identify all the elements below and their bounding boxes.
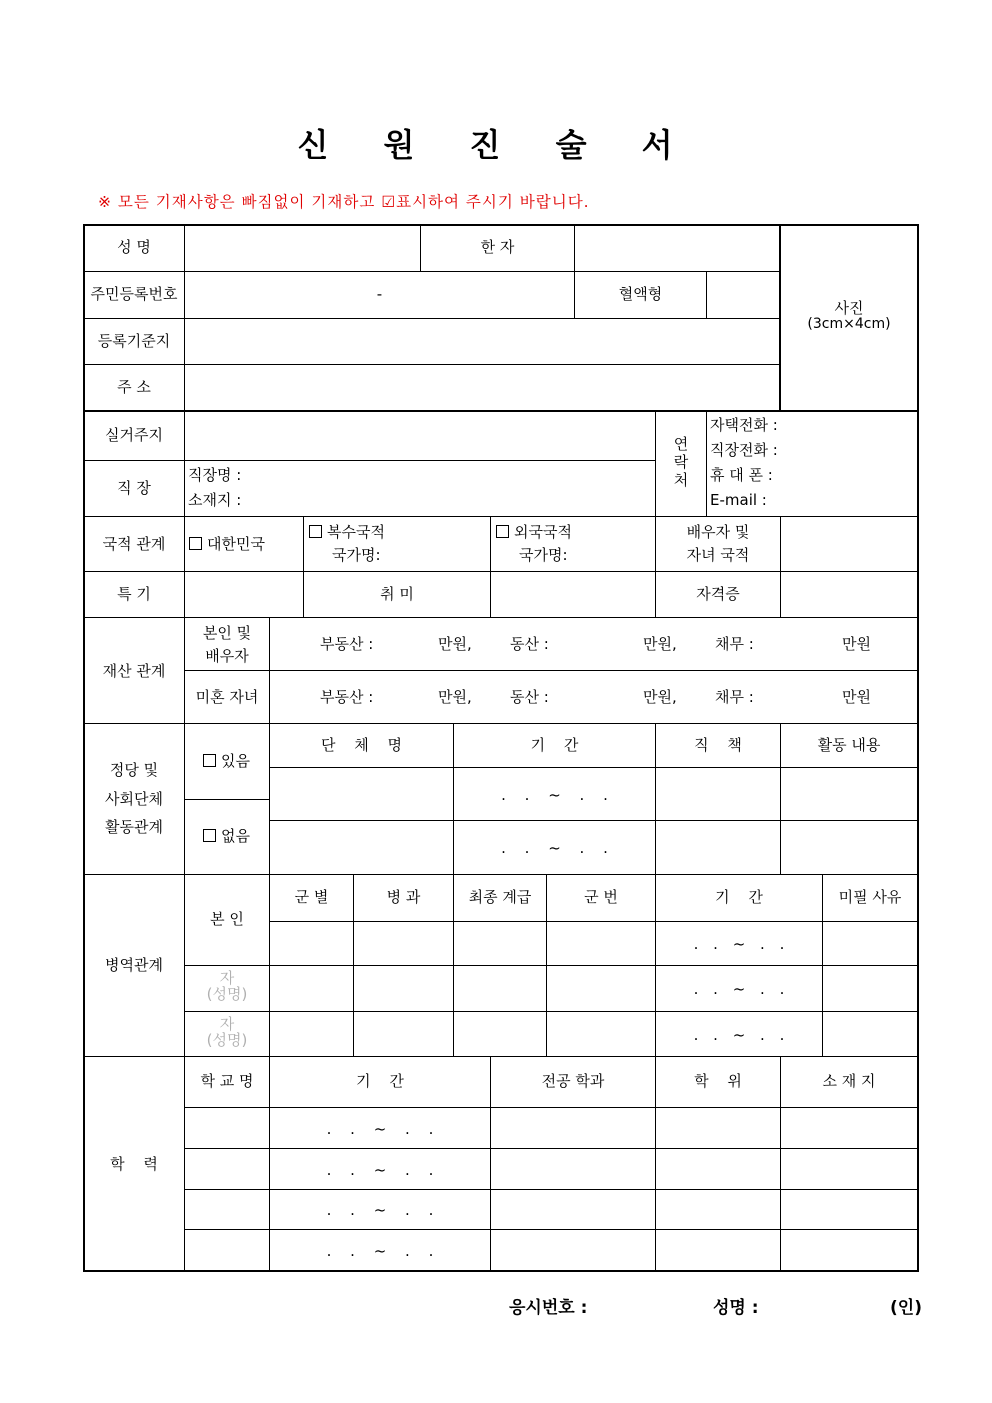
header-school: 학 교 명 bbox=[200, 1072, 254, 1090]
hobby-field[interactable] bbox=[492, 573, 654, 616]
exam-number-field[interactable]: 응시번호 : bbox=[509, 1298, 588, 1318]
blood-type-label: 혈액형 bbox=[618, 285, 663, 303]
movable-label: 동산 : bbox=[510, 688, 549, 706]
military-son-label: 자 bbox=[219, 1015, 235, 1033]
period-field[interactable]: . . ~ . . bbox=[693, 980, 785, 998]
header-position: 직 책 bbox=[694, 736, 742, 754]
notice-text: ※ 모든 기재사항은 빠짐없이 기재하고 ☑표시하여 주시기 바랍니다. bbox=[98, 193, 590, 211]
header-branch: 군 별 bbox=[294, 888, 329, 906]
activities-yes-option[interactable] bbox=[203, 752, 250, 770]
header-location: 소 재 지 bbox=[822, 1072, 876, 1090]
specialty-field[interactable] bbox=[186, 573, 302, 616]
military-self-label: 본 인 bbox=[210, 910, 244, 928]
movable-unit: 만원, bbox=[643, 635, 677, 653]
workplace-name-field[interactable]: 직장명 : bbox=[188, 466, 242, 484]
contact-label-2: 락 bbox=[673, 453, 689, 471]
nationality-korea-option[interactable] bbox=[189, 535, 265, 553]
signature-name-field[interactable]: 성명 : bbox=[713, 1298, 759, 1318]
rrn-label: 주민등록번호 bbox=[90, 285, 178, 303]
header-activity: 활동 내용 bbox=[817, 736, 881, 754]
email-field[interactable]: E-mail : bbox=[710, 491, 767, 509]
activities-no-option[interactable] bbox=[203, 827, 250, 845]
assets-label: 재산 관계 bbox=[102, 662, 166, 680]
nationality-dual-option[interactable] bbox=[309, 523, 385, 541]
hanja-field[interactable] bbox=[576, 226, 778, 270]
period-field[interactable]: . . ~ . . bbox=[501, 839, 608, 857]
header-exemption: 미필 사유 bbox=[838, 888, 902, 906]
dual-country-field[interactable]: 국가명: bbox=[332, 546, 381, 564]
specialty-label: 특 기 bbox=[117, 585, 151, 603]
activities-label-2: 사회단체 bbox=[105, 790, 163, 808]
header-specialty: 병 과 bbox=[386, 888, 421, 906]
no-text: 없음 bbox=[221, 827, 250, 845]
header-major: 전공 학과 bbox=[541, 1072, 605, 1090]
military-son-name: (성명) bbox=[206, 985, 248, 1003]
realestate-unit: 만원, bbox=[438, 635, 472, 653]
residence-field[interactable] bbox=[186, 412, 654, 459]
rrn-field[interactable]: - bbox=[376, 285, 383, 303]
header-org-name: 단 체 명 bbox=[320, 736, 402, 754]
nationality-foreign-option[interactable] bbox=[496, 523, 572, 541]
header-rank: 최종 계급 bbox=[468, 888, 532, 906]
license-field[interactable] bbox=[782, 573, 916, 616]
period-field[interactable]: . . ~ . . bbox=[326, 1201, 434, 1219]
checkbox-no[interactable] bbox=[203, 829, 216, 842]
activities-label-3: 활동관계 bbox=[105, 818, 163, 836]
foreign-country-field[interactable]: 국가명: bbox=[519, 546, 568, 564]
header-period: 기 간 bbox=[356, 1072, 404, 1090]
realestate-label: 부동산 : bbox=[320, 635, 374, 653]
foreign-text: 외국국적 bbox=[514, 523, 572, 541]
name-field[interactable] bbox=[186, 226, 418, 270]
dual-text: 복수국적 bbox=[327, 523, 385, 541]
hanja-label: 한 자 bbox=[480, 238, 515, 256]
period-field[interactable]: . . ~ . . bbox=[326, 1242, 434, 1260]
period-field[interactable]: . . ~ . . bbox=[326, 1120, 434, 1138]
military-son-label: 자 bbox=[219, 969, 235, 987]
assets-who-1b: 배우자 bbox=[205, 647, 249, 665]
movable-label: 동산 : bbox=[510, 635, 549, 653]
family-nationality-field[interactable] bbox=[782, 518, 916, 570]
blood-type-field[interactable] bbox=[708, 273, 778, 317]
contact-label-3: 처 bbox=[673, 471, 689, 489]
checkbox-korea[interactable] bbox=[189, 537, 202, 550]
realestate-label: 부동산 : bbox=[320, 688, 374, 706]
checkbox-dual[interactable] bbox=[309, 525, 322, 538]
movable-unit: 만원, bbox=[643, 688, 677, 706]
debt-unit: 만원 bbox=[842, 635, 871, 653]
military-son-name: (성명) bbox=[206, 1031, 248, 1049]
checkbox-yes[interactable] bbox=[203, 754, 216, 767]
period-field[interactable]: . . ~ . . bbox=[693, 935, 785, 953]
debt-unit: 만원 bbox=[842, 688, 871, 706]
photo-size: (3cm×4cm) bbox=[807, 316, 891, 332]
header-degree: 학 위 bbox=[694, 1072, 742, 1090]
military-label: 병역관계 bbox=[105, 956, 163, 974]
mobile-field[interactable]: 휴 대 폰 : bbox=[710, 466, 773, 484]
photo-label: 사진 bbox=[834, 299, 864, 317]
name-label: 성 명 bbox=[117, 238, 151, 256]
header-service-no: 군 번 bbox=[584, 888, 618, 906]
photo-box[interactable] bbox=[781, 226, 917, 410]
header-period: 기 간 bbox=[715, 888, 763, 906]
license-label: 자격증 bbox=[696, 585, 740, 603]
page-title: 신 원 진 술 서 bbox=[297, 126, 695, 164]
work-phone-field[interactable]: 직장전화 : bbox=[710, 441, 778, 459]
period-field[interactable]: . . ~ . . bbox=[326, 1161, 434, 1179]
header-period: 기 간 bbox=[530, 736, 579, 754]
yes-text: 있음 bbox=[221, 752, 250, 770]
address-field[interactable] bbox=[186, 366, 778, 409]
reg-base-label: 등록기준지 bbox=[97, 332, 171, 350]
nationality-label: 국적 관계 bbox=[102, 535, 166, 553]
checkbox-foreign[interactable] bbox=[496, 525, 509, 538]
activities-label-1: 정당 및 bbox=[109, 761, 159, 779]
realestate-unit: 만원, bbox=[438, 688, 472, 706]
debt-label: 채무 : bbox=[715, 688, 754, 706]
assets-who-2: 미혼 자녀 bbox=[195, 688, 259, 706]
period-field[interactable]: . . ~ . . bbox=[501, 786, 608, 804]
workplace-label: 직 장 bbox=[117, 479, 151, 497]
workplace-location-field[interactable]: 소재지 : bbox=[188, 491, 242, 509]
residence-label: 실거주지 bbox=[105, 426, 163, 444]
education-label: 학 력 bbox=[110, 1155, 158, 1173]
korea-text: 대한민국 bbox=[207, 535, 265, 553]
assets-who-1a: 본인 및 bbox=[202, 624, 252, 642]
seal-mark: (인) bbox=[890, 1298, 922, 1318]
family-nationality-label-1: 배우자 및 bbox=[686, 523, 750, 541]
address-label: 주 소 bbox=[117, 378, 151, 396]
reg-base-field[interactable] bbox=[186, 320, 778, 363]
hobby-label: 취 미 bbox=[380, 585, 414, 603]
contact-label-1: 연 bbox=[673, 435, 689, 453]
debt-label: 채무 : bbox=[715, 635, 754, 653]
home-phone-field[interactable]: 자택전화 : bbox=[710, 416, 778, 434]
family-nationality-label-2: 자녀 국적 bbox=[686, 546, 750, 564]
period-field[interactable]: . . ~ . . bbox=[693, 1026, 785, 1044]
